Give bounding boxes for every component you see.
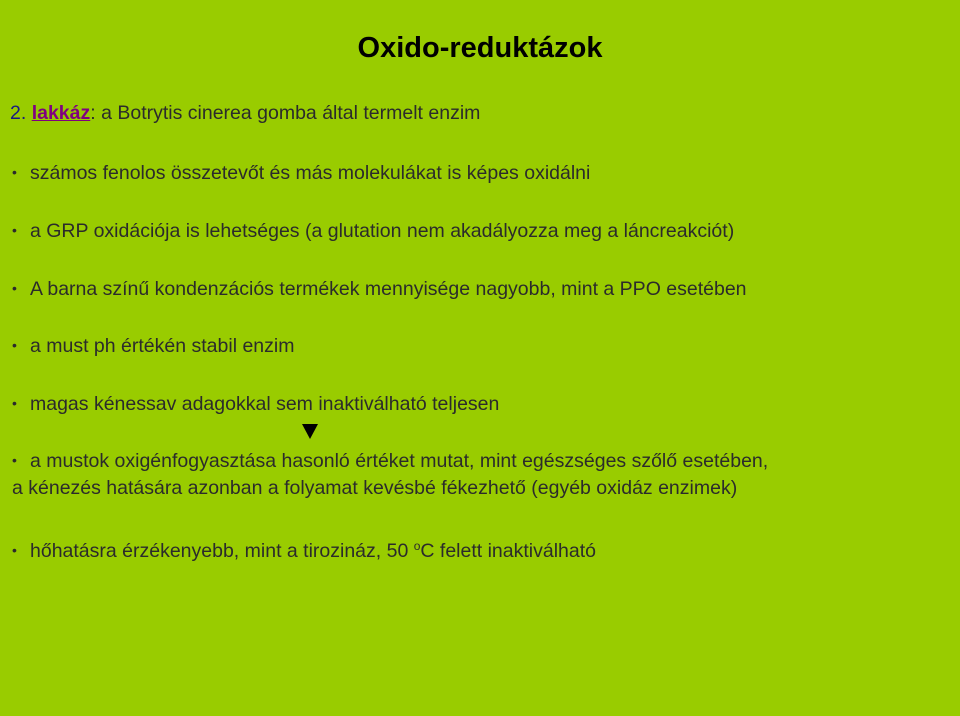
bullet-text: számos fenolos összetevőt és más molekulákat is képes oxidálni — [30, 162, 591, 184]
bullet-text: a GRP oxidációja is lehetséges (a glutation nem akadályozza meg a láncreakciót) — [30, 220, 735, 242]
bullet-text: a must ph értékén stabil enzim — [30, 335, 295, 357]
bullet-item-1 — [12, 160, 590, 185]
bullet-text: hőhatásra érzékenyebb, mint a tirozináz, 50 — [30, 540, 414, 562]
down-triangle-arrow-icon — [302, 424, 318, 439]
bullet-text: a mustok oxigénfogyasztása hasonló értéket mutat, mint egészséges szőlő esetében, — [30, 450, 769, 472]
heading-number: 2. — [10, 102, 27, 124]
bullet-item-mustok-continuation — [12, 476, 737, 500]
bullet-item-5 — [12, 391, 499, 416]
bullet-item-hohatas — [12, 534, 596, 563]
bullet-text: magas kénessav adagokkal sem inaktiválható teljesen — [30, 393, 500, 415]
bullet-marker: • — [12, 337, 17, 353]
bullet-marker: • — [12, 164, 17, 180]
heading-term: lakkáz — [31, 102, 91, 124]
degree-superscript: o — [413, 539, 421, 553]
bullet-marker: • — [12, 542, 17, 558]
bullet-marker: • — [12, 395, 17, 411]
bullet-item-3 — [12, 276, 747, 301]
bullet-text-continuation: a kénezés hatására azonban a folyamat kevésbé fékezhető (egyéb oxidáz enzimek) — [12, 477, 738, 499]
bullet-item-2 — [12, 218, 734, 243]
bullet-marker: • — [12, 222, 17, 238]
bullet-marker: • — [12, 452, 17, 468]
bullet-text: A barna színű kondenzációs termékek mennyisége nagyobb, mint a PPO esetében — [30, 278, 747, 300]
bullet-marker: • — [12, 280, 17, 296]
slide-title — [0, 32, 960, 65]
lakkaz-heading — [10, 101, 480, 125]
slide-title-text: Oxido-reduktázok — [357, 32, 603, 64]
bullet-item-4 — [12, 333, 294, 358]
bullet-item-mustok — [12, 448, 768, 473]
bullet-text-end: C felett inaktiválható — [420, 540, 597, 562]
heading-description: : a Botrytis cinerea gomba által termelt enzim — [90, 102, 481, 124]
